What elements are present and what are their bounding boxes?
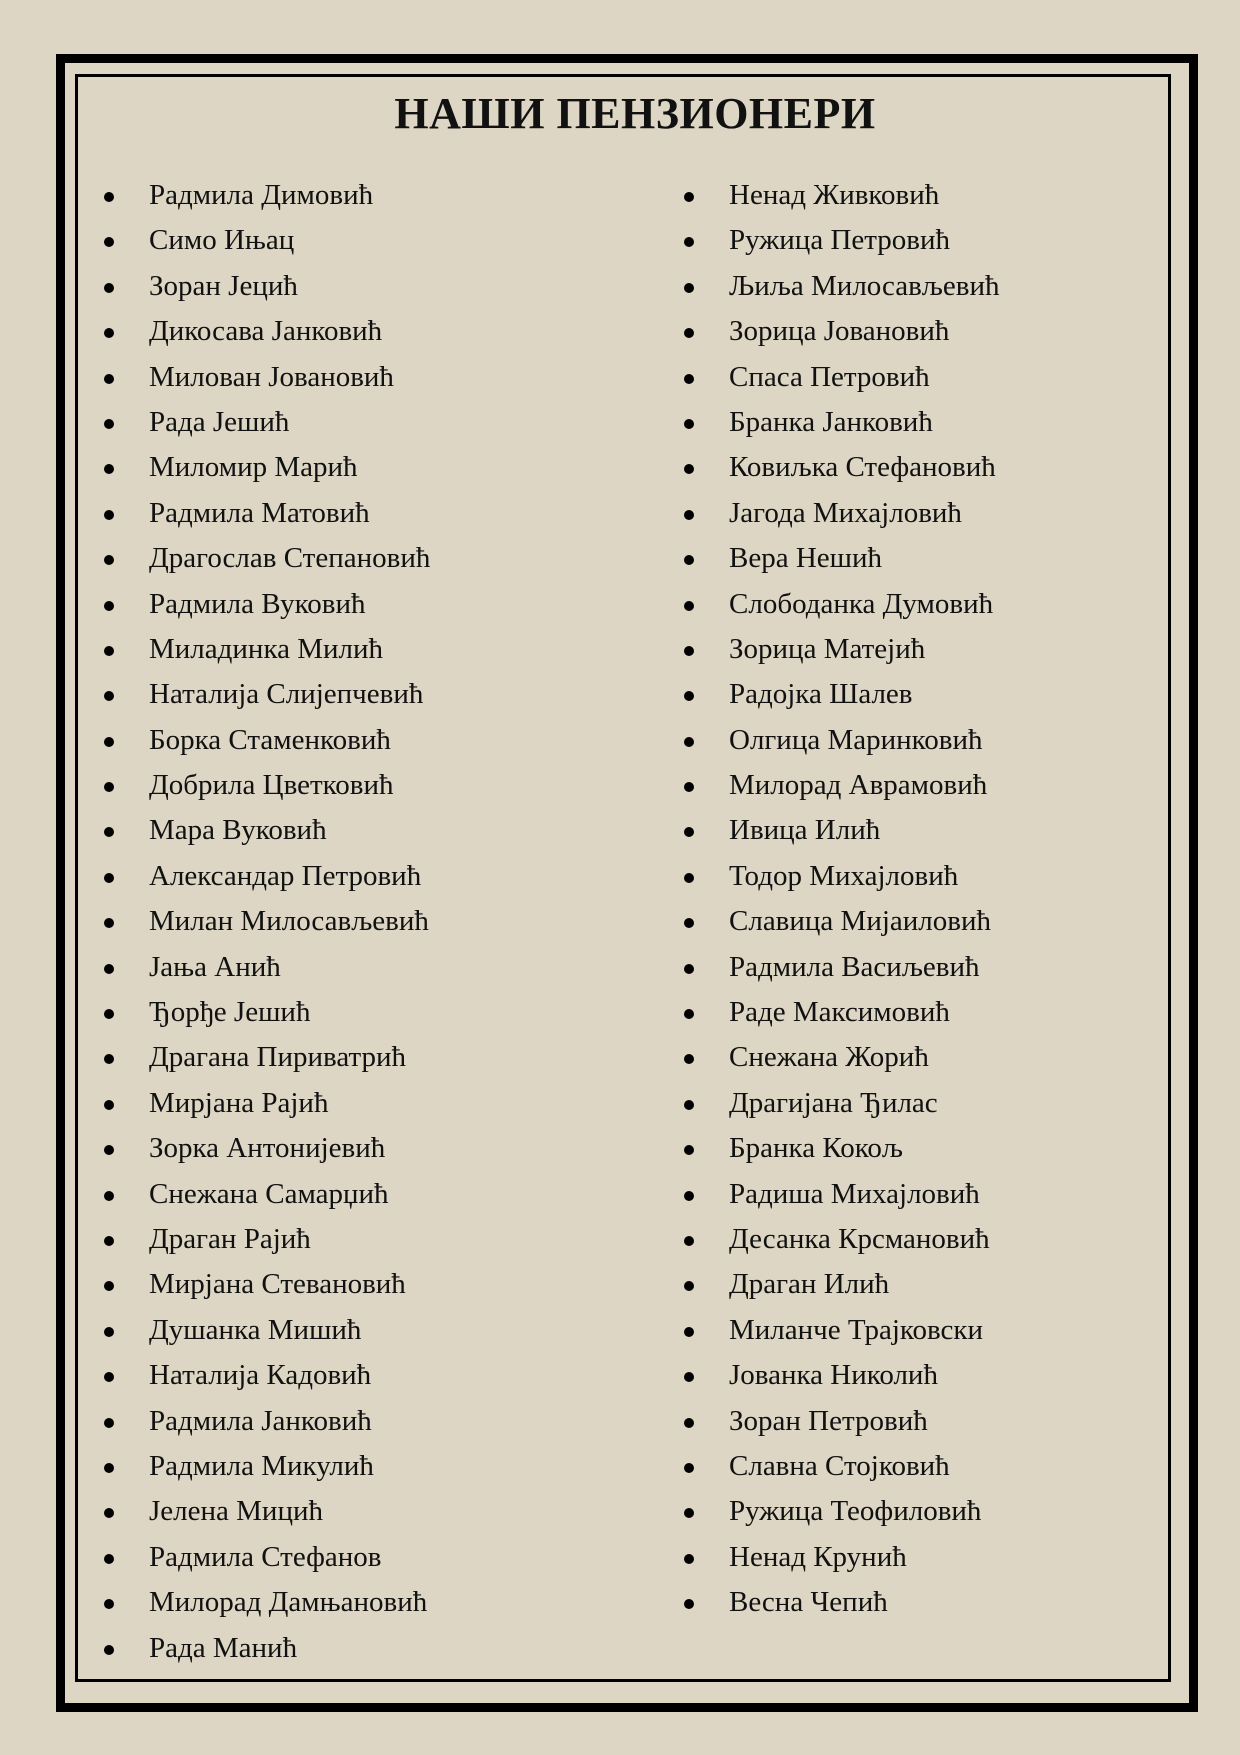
list-item bbox=[100, 173, 430, 218]
list-item bbox=[100, 1444, 430, 1489]
list-item bbox=[100, 627, 430, 672]
person-name: Бранка Јанковић bbox=[729, 405, 933, 438]
bullet-icon bbox=[684, 328, 694, 338]
bullet-icon bbox=[104, 918, 114, 928]
list-item bbox=[100, 1535, 430, 1580]
bullet-icon bbox=[684, 1281, 694, 1291]
bullet-icon bbox=[104, 328, 114, 338]
bullet-icon bbox=[104, 646, 114, 656]
person-name: Драгана Пириватрић bbox=[149, 1041, 407, 1074]
person-name: Ненад Крунић bbox=[729, 1540, 907, 1573]
page-title: НАШИ ПЕНЗИОНЕРИ bbox=[394, 89, 876, 138]
person-name: Радмила Стефанов bbox=[149, 1540, 382, 1573]
person-name: Ђорђе Јешић bbox=[149, 996, 311, 1029]
person-name: Радмила Димовић bbox=[149, 179, 374, 211]
list-item bbox=[680, 1399, 999, 1444]
person-name: Јања Анић bbox=[149, 950, 281, 983]
person-name: Радмила Вуковић bbox=[149, 587, 366, 620]
bullet-icon bbox=[104, 1599, 114, 1609]
person-name: Миладинка Милић bbox=[149, 632, 384, 665]
person-name: Дикосава Јанковић bbox=[149, 315, 383, 348]
list-item bbox=[100, 355, 430, 400]
person-name: Милан Милосављевић bbox=[149, 905, 429, 938]
person-name: Славица Мијаиловић bbox=[729, 905, 991, 938]
list-item bbox=[100, 400, 430, 445]
list-item bbox=[680, 536, 999, 581]
bullet-icon bbox=[104, 1145, 114, 1155]
person-name: Снежана Жорић bbox=[729, 1041, 929, 1074]
bullet-icon bbox=[684, 918, 694, 928]
person-name: Мирјана Рајић bbox=[149, 1086, 329, 1119]
person-name: Зорица Матејић bbox=[729, 632, 926, 665]
list-item bbox=[680, 899, 999, 944]
person-name: Ружица Петровић bbox=[729, 224, 950, 257]
list-item bbox=[680, 218, 999, 263]
person-name: Зоран Петровић bbox=[729, 1404, 928, 1437]
person-name: Радојка Шалев bbox=[729, 678, 913, 711]
bullet-icon bbox=[104, 1372, 114, 1382]
person-name: Ковиљка Стефановић bbox=[729, 451, 996, 484]
bullet-icon bbox=[684, 782, 694, 792]
person-name: Драгијана Ђилас bbox=[729, 1086, 938, 1119]
list-item bbox=[680, 173, 999, 218]
list-item bbox=[100, 808, 430, 853]
list-item bbox=[680, 1308, 999, 1353]
person-name: Рада Јешић bbox=[149, 405, 290, 438]
list-item bbox=[100, 899, 430, 944]
list-item bbox=[100, 582, 430, 627]
person-name: Љиља Милосављевић bbox=[729, 269, 1000, 302]
person-name: Радмила Матовић bbox=[149, 496, 370, 529]
list-item bbox=[680, 491, 999, 536]
bullet-icon bbox=[104, 1463, 114, 1473]
list-item bbox=[680, 400, 999, 445]
bullet-icon bbox=[104, 1281, 114, 1291]
person-name: Мара Вуковић bbox=[149, 814, 327, 847]
list-item bbox=[680, 1489, 999, 1534]
list-item bbox=[680, 672, 999, 717]
list-item bbox=[100, 1353, 430, 1398]
bullet-icon bbox=[104, 1009, 114, 1019]
person-name: Душанка Мишић bbox=[149, 1313, 362, 1346]
list-item bbox=[100, 491, 430, 536]
bullet-icon bbox=[684, 192, 694, 202]
list-item bbox=[680, 309, 999, 354]
person-name: Јелена Мицић bbox=[149, 1495, 323, 1528]
list-item bbox=[680, 1081, 999, 1126]
person-name: Мирјана Стевановић bbox=[149, 1268, 406, 1301]
bullet-icon bbox=[684, 374, 694, 384]
bullet-icon bbox=[684, 1236, 694, 1246]
bullet-icon bbox=[104, 464, 114, 474]
list-item bbox=[100, 1217, 430, 1262]
person-name: Рада Манић bbox=[149, 1631, 298, 1664]
list-item bbox=[100, 1081, 430, 1126]
list-item bbox=[100, 1262, 430, 1307]
list-item bbox=[100, 536, 430, 581]
person-name: Раде Максимовић bbox=[729, 996, 950, 1029]
right-name-list bbox=[680, 173, 999, 1626]
bullet-icon bbox=[684, 283, 694, 293]
person-name: Зоран Јецић bbox=[149, 269, 298, 302]
person-name: Радмила Васиљевић bbox=[729, 950, 980, 983]
bullet-icon bbox=[104, 237, 114, 247]
person-name: Симо Ињац bbox=[149, 224, 295, 257]
person-name: Олгица Маринковић bbox=[729, 723, 983, 756]
list-item bbox=[100, 1489, 430, 1534]
bullet-icon bbox=[684, 601, 694, 611]
person-name: Милорад Дамњановић bbox=[149, 1586, 428, 1619]
list-item bbox=[100, 718, 430, 763]
bullet-icon bbox=[104, 1100, 114, 1110]
list-item bbox=[680, 945, 999, 990]
bullet-icon bbox=[104, 510, 114, 520]
list-item bbox=[100, 1172, 430, 1217]
list-item bbox=[100, 309, 430, 354]
list-item bbox=[680, 264, 999, 309]
bullet-icon bbox=[104, 419, 114, 429]
person-name: Ненад Живковић bbox=[729, 179, 940, 211]
list-item bbox=[100, 1035, 430, 1080]
list-item bbox=[100, 945, 430, 990]
list-item bbox=[680, 808, 999, 853]
person-name: Зорица Јовановић bbox=[729, 315, 950, 348]
list-item bbox=[680, 1172, 999, 1217]
bullet-icon bbox=[104, 1236, 114, 1246]
person-name: Ивица Илић bbox=[729, 814, 881, 847]
person-name: Александар Петровић bbox=[149, 859, 422, 892]
list-item bbox=[680, 1444, 999, 1489]
bullet-icon bbox=[684, 827, 694, 837]
bullet-icon bbox=[684, 1145, 694, 1155]
left-name-list bbox=[100, 173, 430, 1671]
list-item bbox=[680, 1535, 999, 1580]
bullet-icon bbox=[104, 782, 114, 792]
person-name: Милован Јовановић bbox=[149, 360, 394, 393]
person-name: Драгослав Степановић bbox=[149, 542, 431, 575]
person-name: Драган Рајић bbox=[149, 1222, 311, 1255]
person-name: Спаса Петровић bbox=[729, 360, 930, 393]
list-item bbox=[100, 763, 430, 808]
bullet-icon bbox=[684, 1372, 694, 1382]
bullet-icon bbox=[104, 964, 114, 974]
bullet-icon bbox=[684, 1100, 694, 1110]
bullet-icon bbox=[684, 1009, 694, 1019]
person-name: Наталија Кадовић bbox=[149, 1359, 372, 1392]
bullet-icon bbox=[104, 374, 114, 384]
person-name: Десанка Крсмановић bbox=[729, 1222, 990, 1255]
bullet-icon bbox=[684, 419, 694, 429]
bullet-icon bbox=[684, 555, 694, 565]
bullet-icon bbox=[684, 873, 694, 883]
list-item bbox=[100, 1626, 430, 1671]
list-item bbox=[680, 1035, 999, 1080]
bullet-icon bbox=[684, 1418, 694, 1428]
list-item bbox=[100, 1126, 430, 1171]
bullet-icon bbox=[684, 1327, 694, 1337]
bullet-icon bbox=[104, 601, 114, 611]
list-item bbox=[680, 582, 999, 627]
bullet-icon bbox=[684, 1599, 694, 1609]
person-name: Зорка Антонијевић bbox=[149, 1132, 386, 1165]
list-item bbox=[680, 854, 999, 899]
bullet-icon bbox=[684, 964, 694, 974]
bullet-icon bbox=[684, 1054, 694, 1064]
list-item bbox=[680, 718, 999, 763]
person-name: Јованка Николић bbox=[729, 1359, 938, 1392]
list-item bbox=[680, 990, 999, 1035]
list-item bbox=[100, 218, 430, 263]
person-name: Наталија Слијепчевић bbox=[149, 678, 424, 711]
person-name: Тодор Михајловић bbox=[729, 859, 959, 892]
bullet-icon bbox=[104, 737, 114, 747]
list-item bbox=[680, 445, 999, 490]
person-name: Добрила Цветковић bbox=[149, 769, 394, 802]
list-item bbox=[100, 445, 430, 490]
bullet-icon bbox=[104, 873, 114, 883]
bullet-icon bbox=[104, 1054, 114, 1064]
bullet-icon bbox=[684, 737, 694, 747]
bullet-icon bbox=[684, 237, 694, 247]
list-item bbox=[100, 672, 430, 717]
person-name: Миланче Трајковски bbox=[729, 1313, 984, 1346]
list-item bbox=[680, 1217, 999, 1262]
list-item bbox=[680, 763, 999, 808]
list-item bbox=[100, 264, 430, 309]
bullet-icon bbox=[104, 555, 114, 565]
person-name: Милорад Аврамовић bbox=[729, 769, 988, 802]
bullet-icon bbox=[104, 1191, 114, 1201]
list-item bbox=[680, 1126, 999, 1171]
bullet-icon bbox=[104, 283, 114, 293]
bullet-icon bbox=[104, 1327, 114, 1337]
person-name: Радмила Микулић bbox=[149, 1449, 374, 1482]
person-name: Ружица Теофиловић bbox=[729, 1495, 982, 1528]
bullet-icon bbox=[684, 1463, 694, 1473]
person-name: Драган Илић bbox=[729, 1268, 890, 1301]
person-name: Снежана Самарџић bbox=[149, 1177, 389, 1210]
bullet-icon bbox=[104, 1645, 114, 1655]
list-item bbox=[100, 990, 430, 1035]
list-item bbox=[100, 1308, 430, 1353]
bullet-icon bbox=[104, 1508, 114, 1518]
person-name: Весна Чепић bbox=[729, 1586, 888, 1619]
person-name: Радиша Михајловић bbox=[729, 1177, 980, 1210]
list-item bbox=[100, 1580, 430, 1625]
person-name: Бранка Кокољ bbox=[729, 1132, 903, 1165]
bullet-icon bbox=[684, 510, 694, 520]
bullet-icon bbox=[684, 646, 694, 656]
list-item bbox=[680, 1353, 999, 1398]
list-item bbox=[680, 1262, 999, 1307]
bullet-icon bbox=[684, 1554, 694, 1564]
person-name: Слободанка Думовић bbox=[729, 587, 994, 620]
list-item bbox=[680, 355, 999, 400]
bullet-icon bbox=[104, 1554, 114, 1564]
list-item bbox=[680, 627, 999, 672]
bullet-icon bbox=[104, 1418, 114, 1428]
list-item bbox=[680, 1580, 999, 1625]
bullet-icon bbox=[684, 464, 694, 474]
bullet-icon bbox=[684, 1191, 694, 1201]
person-name: Јагода Михајловић bbox=[729, 496, 962, 529]
bullet-icon bbox=[684, 691, 694, 701]
list-item bbox=[100, 854, 430, 899]
person-name: Вера Нешић bbox=[729, 542, 883, 575]
list-item bbox=[100, 1399, 430, 1444]
person-name: Радмила Јанковић bbox=[149, 1404, 372, 1437]
bullet-icon bbox=[684, 1508, 694, 1518]
bullet-icon bbox=[104, 691, 114, 701]
bullet-icon bbox=[104, 827, 114, 837]
person-name: Миломир Марић bbox=[149, 451, 358, 484]
bullet-icon bbox=[104, 192, 114, 202]
person-name: Борка Стаменковић bbox=[149, 723, 391, 756]
person-name: Славна Стојковић bbox=[729, 1449, 950, 1482]
